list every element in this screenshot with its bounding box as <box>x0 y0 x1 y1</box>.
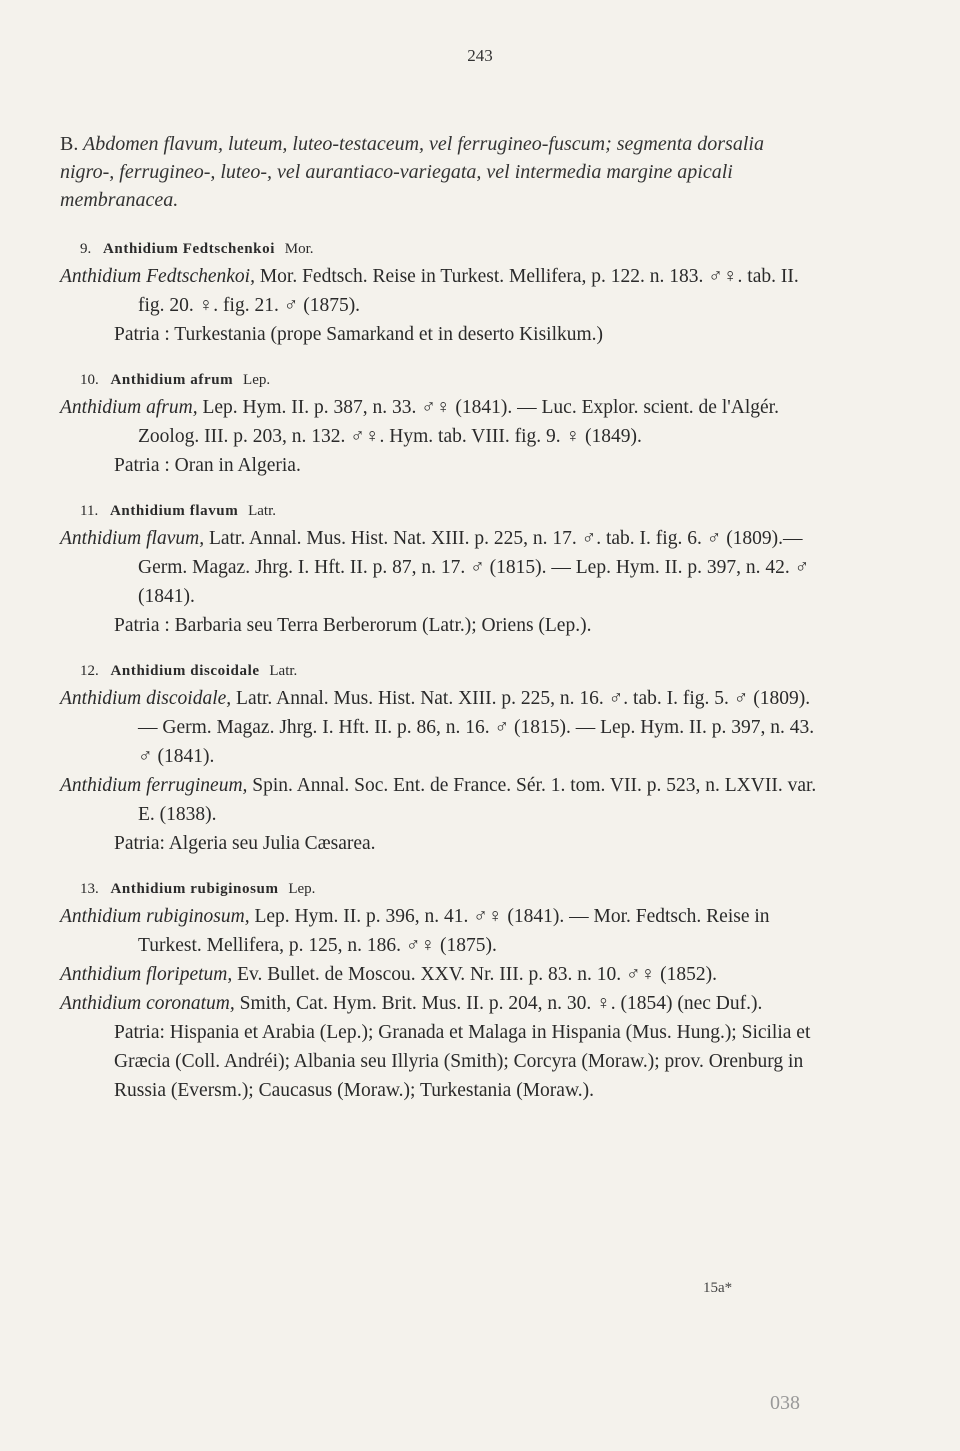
species-author: Mor. <box>284 241 314 257</box>
species-list <box>0 236 960 1123</box>
species-number: 12. <box>80 663 99 679</box>
citation <box>60 684 820 771</box>
species-entry <box>0 367 960 480</box>
citation-text: Latr. Annal. Mus. Hist. Nat. XIII. p. 225, n. 16. ♂. tab. I. fig. 5. ♂ (1809). — Germ. Magaz. Jhrg. I. Hft. II. p. 86, n. 16. ♂ (1815). — Lep. Hym. II. p. 397, n. 43. ♂ (1841). <box>138 688 815 767</box>
species-author: Lep. <box>243 372 271 388</box>
citation-name: Anthidium coronatum, <box>60 993 235 1014</box>
section-intro <box>60 130 820 214</box>
patria: Patria: Algeria seu Julia Cæsarea. <box>114 833 376 854</box>
citation-name: Anthidium floripetum, <box>60 964 233 985</box>
species-number: 10. <box>80 372 99 388</box>
citation-name: Anthidium rubiginosum, <box>60 906 250 927</box>
species-author: Latr. <box>248 503 276 519</box>
species-number: 13. <box>80 881 99 897</box>
species-heading <box>80 498 960 524</box>
species-entry <box>0 658 960 858</box>
citation-name: Anthidium discoidale, <box>60 688 232 709</box>
citation <box>60 262 820 320</box>
patria: Patria : Oran in Algeria. <box>114 455 301 476</box>
citation-text: Smith, Cat. Hym. Brit. Mus. II. p. 204, n. 30. ♀. (1854) (nec Duf.). <box>239 993 763 1014</box>
section-description: Abdomen flavum, luteum, luteo-testaceum, vel ferrugineo-fuscum; segmenta dorsalia nigro-, ferrugineo-, luteo-, vel aurantiaco-variegata, vel intermedia margine apicali membranacea. <box>60 133 764 211</box>
citation <box>60 393 820 451</box>
patria: Patria : Barbaria seu Terra Berberorum (Latr.); Oriens (Lep.). <box>114 615 592 636</box>
species-heading <box>80 236 960 262</box>
citation-text: Lep. Hym. II. p. 396, n. 41. ♂♀ (1841). — Mor. Fedtsch. Reise in Turkest. Mellifera, p. 125, n. 186. ♂♀ (1875). <box>138 906 770 956</box>
species-name: Anthidium flavum <box>109 503 239 519</box>
citation-name: Anthidium flavum, <box>60 528 205 549</box>
species-heading <box>80 367 960 393</box>
species-number: 11. <box>80 503 99 519</box>
citation <box>60 960 820 989</box>
corner-mark: 038 <box>770 1392 800 1414</box>
patria: Patria: Hispania et Arabia (Lep.); Granada et Malaga in Hispania (Mus. Hung.); Sicilia et Græcia (Coll. Andréi); Albania seu Illyria (Smith); Corcyra (Moraw.); prov. Orenburg in Russia (Eversm.); Caucasus (Moraw.); Turkestania (Moraw.). <box>114 1022 811 1101</box>
citation-name: Anthidium ferrugineum, <box>60 775 248 796</box>
species-name: Anthidium discoidale <box>110 663 260 679</box>
species-name: Anthidium Fedtschenkoi <box>103 241 275 257</box>
species-number: 9. <box>80 241 92 257</box>
species-name: Anthidium rubiginosum <box>110 881 279 897</box>
species-author: Lep. <box>288 881 316 897</box>
citation <box>60 989 820 1018</box>
citation-name: Anthidium afrum, <box>60 397 198 418</box>
page-number: 243 <box>467 46 493 65</box>
citation-name: Anthidium Fedtschenkoi, <box>60 266 255 287</box>
citation-text: Latr. Annal. Mus. Hist. Nat. XIII. p. 225, n. 17. ♂. tab. I. fig. 6. ♂ (1809).—Germ. Magaz. Jhrg. I. Hft. II. p. 87, n. 17. ♂ (1815). — Lep. Hym. II. p. 397, n. 42. ♂ (1841). <box>138 528 810 607</box>
species-entry <box>0 498 960 640</box>
species-author: Latr. <box>269 663 298 679</box>
citation-text: Ev. Bullet. de Moscou. XXV. Nr. III. p. 83. n. 10. ♂♀ (1852). <box>237 964 717 985</box>
species-entry <box>0 876 960 1105</box>
citation-text: Lep. Hym. II. p. 387, n. 33. ♂♀ (1841). — Luc. Explor. scient. de l'Algér. Zoolog. III. p. 203, n. 132. ♂♀. Hym. tab. VIII. fig. 9. ♀ (1849). <box>138 397 779 447</box>
citation-text: Mor. Fedtsch. Reise in Turkest. Mellifera, p. 122. n. 183. ♂♀. tab. II. fig. 20. ♀. fig. 21. ♂ (1875). <box>138 266 799 316</box>
signature-mark: 15a* <box>703 1280 733 1296</box>
section-letter: B. <box>60 133 79 155</box>
patria: Patria : Turkestania (prope Samarkand et in deserto Kisilkum.) <box>114 324 604 345</box>
citation <box>60 771 820 829</box>
species-heading <box>80 876 960 902</box>
citation <box>60 902 820 960</box>
species-name: Anthidium afrum <box>110 372 234 388</box>
citation <box>60 524 820 611</box>
species-entry <box>0 236 960 349</box>
citation-text: Spin. Annal. Soc. Ent. de France. Sér. 1. tom. VII. p. 523, n. LXVII. var. E. (1838). <box>138 775 817 825</box>
species-heading <box>80 658 960 684</box>
